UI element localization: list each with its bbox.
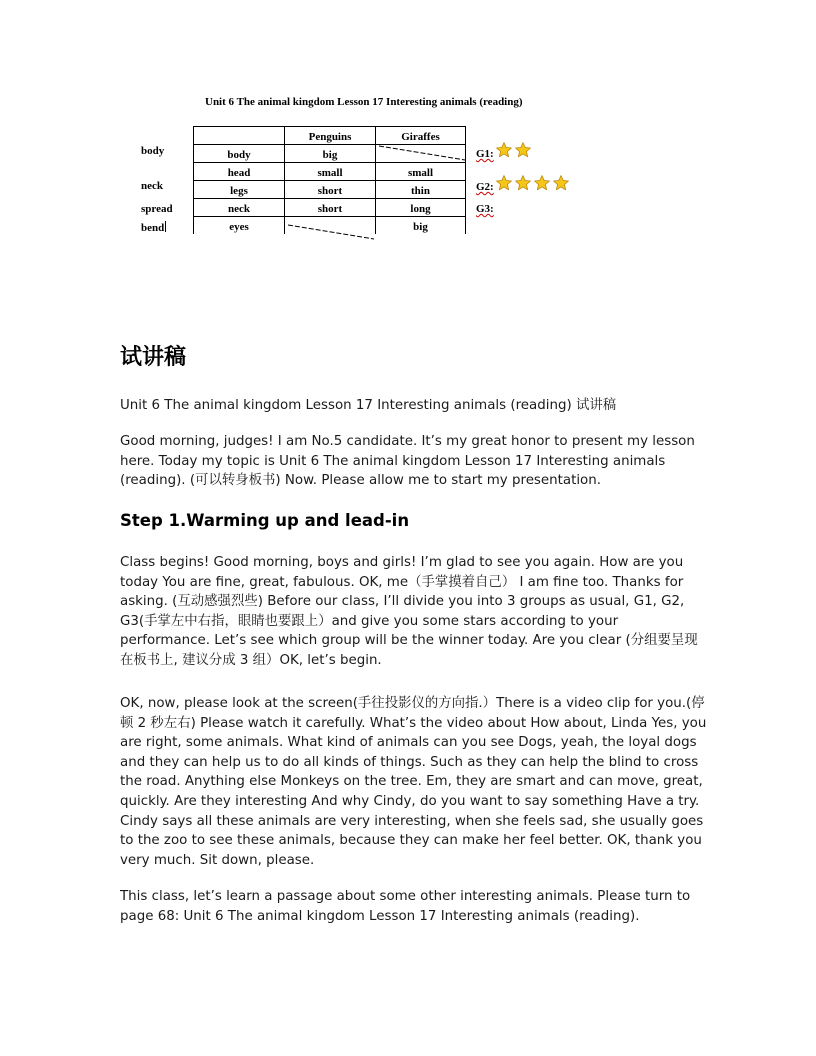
table-cell: body (194, 145, 285, 163)
board-verb-body: body (141, 145, 165, 157)
table-cell: thin (376, 181, 466, 199)
table-header-cell: Giraffes (376, 127, 466, 145)
table-header-cell (194, 127, 285, 145)
step-paragraph: Class begins! Good morning, boys and girls! I’m glad to see you again. How are you today You are fine, great, fabulous. OK, me（手掌摸着自己） I am fine too. Thanks for asking. (互动感强烈些) Before our class, I’ll divide you into 3 groups as usual, G1, G2, G3(手掌左中右指，眼睛也要跟上）and give you some stars according to your performance. Let’s see which group will be the winner today. Are you clear (分组要呈现在板书上, 建议分成 3 组）OK, let’s begin. (120, 555, 698, 668)
star-icon (552, 174, 570, 192)
document-subtitle: Unit 6 The animal kingdom Lesson 17 Interesting animals (reading) 试讲稿 (120, 398, 617, 413)
board-title: Unit 6 The animal kingdom Lesson 17 Interesting animals (reading) (205, 96, 523, 108)
document-heading: 试讲稿 (120, 345, 187, 370)
table-cell: long (376, 199, 466, 217)
table-header-cell: Penguins (285, 127, 376, 145)
table-cell: legs (194, 181, 285, 199)
table-cell: small (376, 163, 466, 181)
diagonal-dash-line (377, 143, 467, 163)
group-score-g3 (476, 203, 495, 215)
table-cell: eyes (194, 217, 285, 235)
table-cell: short (285, 199, 376, 217)
diagonal-dash-line (286, 222, 376, 242)
step-heading: Step 1.Warming up and lead-in (120, 511, 410, 530)
table-row (194, 199, 466, 217)
table-cell: big (376, 217, 466, 235)
table-header-row (194, 127, 466, 145)
table-cell: short (285, 181, 376, 199)
star-icon (495, 174, 513, 192)
star-rating (495, 141, 533, 162)
group-score-g1 (476, 141, 533, 162)
star-icon (514, 174, 532, 192)
group-label: G3: (476, 203, 494, 215)
star-icon (495, 141, 513, 159)
board-verb-bend: bend (141, 222, 165, 234)
star-rating (495, 174, 571, 195)
text-cursor (165, 221, 166, 232)
table-cell: small (285, 163, 376, 181)
table-cell: big (285, 145, 376, 163)
group-label: G2: (476, 181, 494, 193)
table-row (194, 181, 466, 199)
table-row (194, 163, 466, 181)
group-label: G1: (476, 148, 494, 160)
group-score-g2 (476, 174, 571, 195)
star-icon (533, 174, 551, 192)
table-cell: neck (194, 199, 285, 217)
table-cell: head (194, 163, 285, 181)
board-verb-neck: neck (141, 180, 163, 192)
step-paragraph: OK, now, please look at the screen(手往投影仪的方向指.）There is a video clip for you.(停顿 2 秒左右) Please watch it carefully. What’s the video about How about, Linda Yes, you are right, some animals. What kind of animals can you see Dogs, yeah, the loyal dogs and they can help us to do all kinds of things. Such as they can help the blind to cross the road. Anything else Monkeys on the tree. Em, they are smart and can move, great, quickly. Are they interesting And why Cindy, do you want to say something Have a try. Cindy says all these animals are very interesting, when she feels sad, she usually goes to the zoo to see these animals, because they can make her feel better. OK, thank you very much. Sit down, please. (120, 696, 707, 868)
step-paragraph: This class, let’s learn a passage about some other interesting animals. Please turn to page 68: Unit 6 The animal kingdom Lesson 17 Interesting animals (reading). (120, 889, 691, 924)
board-verb-spread: spread (141, 203, 173, 215)
star-icon (514, 141, 532, 159)
intro-paragraph: Good morning, judges! I am No.5 candidate. It’s my great honor to present my lesson here. Today my topic is Unit 6 The animal kingdom Lesson 17 Interesting animals (reading). (可以转身板书) Now. Please allow me to start my presentation. (120, 434, 695, 489)
